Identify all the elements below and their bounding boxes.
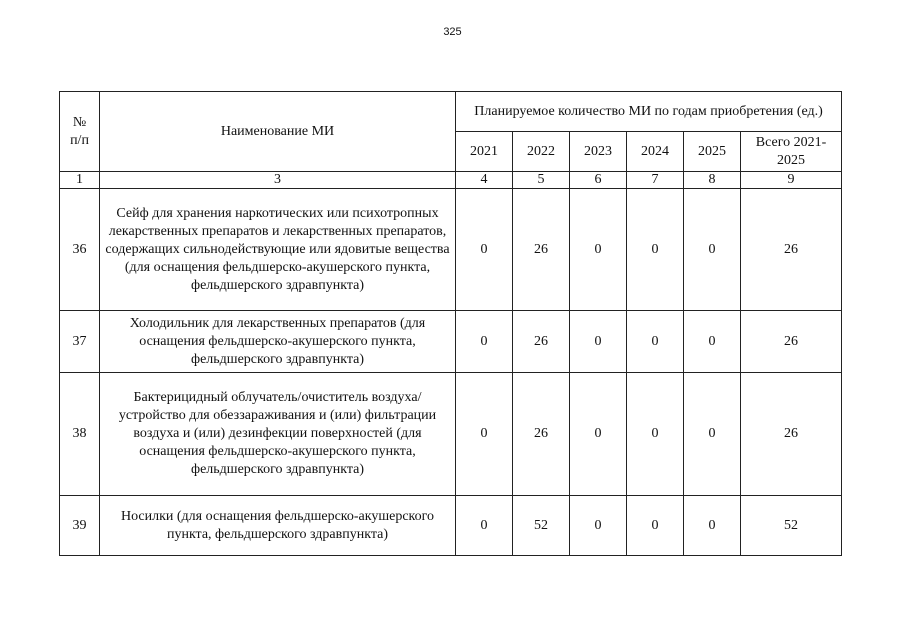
row-name: Сейф для хранения наркотических или психотропных лекарственных препаратов и лекарственных препаратов, содержащих сильнодействующие или ядовитые вещества (для оснащения фельдшерско-акушерского пункта, фельдшерского здравпункта) <box>100 189 456 311</box>
row-value: 52 <box>513 496 570 556</box>
table-row <box>60 373 842 496</box>
header-year: 2024 <box>627 132 684 172</box>
table-row <box>60 496 842 556</box>
page-number: 325 <box>443 26 462 38</box>
row-value: 26 <box>513 373 570 496</box>
header-row-1 <box>60 92 842 132</box>
header-name: Наименование МИ <box>100 92 456 172</box>
row-name: Холодильник для лекарственных препаратов (для оснащения фельдшерско-акушерского пункта, фельдшерского здравпункта) <box>100 311 456 373</box>
row-value: 0 <box>627 311 684 373</box>
mi-table <box>59 91 842 556</box>
header-total: Всего 2021-2025 <box>741 132 842 172</box>
row-value: 0 <box>570 311 627 373</box>
column-number: 3 <box>100 172 456 189</box>
header-year: 2025 <box>684 132 741 172</box>
column-number: 8 <box>684 172 741 189</box>
row-value: 0 <box>570 373 627 496</box>
header-year: 2022 <box>513 132 570 172</box>
row-value: 0 <box>684 496 741 556</box>
column-number-row <box>60 172 842 189</box>
row-value: 0 <box>456 311 513 373</box>
table-row <box>60 189 842 311</box>
column-number: 6 <box>570 172 627 189</box>
column-number: 7 <box>627 172 684 189</box>
header-year: 2021 <box>456 132 513 172</box>
table-row <box>60 311 842 373</box>
row-value: 26 <box>513 311 570 373</box>
row-value: 0 <box>684 189 741 311</box>
row-total: 26 <box>741 311 842 373</box>
row-value: 0 <box>684 373 741 496</box>
column-number: 1 <box>60 172 100 189</box>
row-total: 52 <box>741 496 842 556</box>
row-num: 38 <box>60 373 100 496</box>
row-value: 0 <box>627 373 684 496</box>
header-num: № п/п <box>60 92 100 172</box>
row-value: 0 <box>627 496 684 556</box>
row-value: 0 <box>456 496 513 556</box>
row-num: 37 <box>60 311 100 373</box>
row-total: 26 <box>741 189 842 311</box>
row-value: 0 <box>456 373 513 496</box>
column-number: 5 <box>513 172 570 189</box>
header-year: 2023 <box>570 132 627 172</box>
row-num: 36 <box>60 189 100 311</box>
row-num: 39 <box>60 496 100 556</box>
header-planned: Планируемое количество МИ по годам приобретения (ед.) <box>456 92 842 132</box>
row-value: 0 <box>684 311 741 373</box>
row-value: 0 <box>627 189 684 311</box>
row-value: 26 <box>513 189 570 311</box>
row-value: 0 <box>456 189 513 311</box>
row-value: 0 <box>570 189 627 311</box>
column-number: 9 <box>741 172 842 189</box>
row-name: Бактерицидный облучатель/очиститель воздуха/устройство для обеззараживания и (или) фильтрации воздуха и (или) дезинфекции поверхностей (для оснащения фельдшерско-акушерского пункта, фельдшерского здравпункта) <box>100 373 456 496</box>
column-number: 4 <box>456 172 513 189</box>
row-value: 0 <box>570 496 627 556</box>
row-name: Носилки (для оснащения фельдшерско-акушерского пункта, фельдшерского здравпункта) <box>100 496 456 556</box>
row-total: 26 <box>741 373 842 496</box>
